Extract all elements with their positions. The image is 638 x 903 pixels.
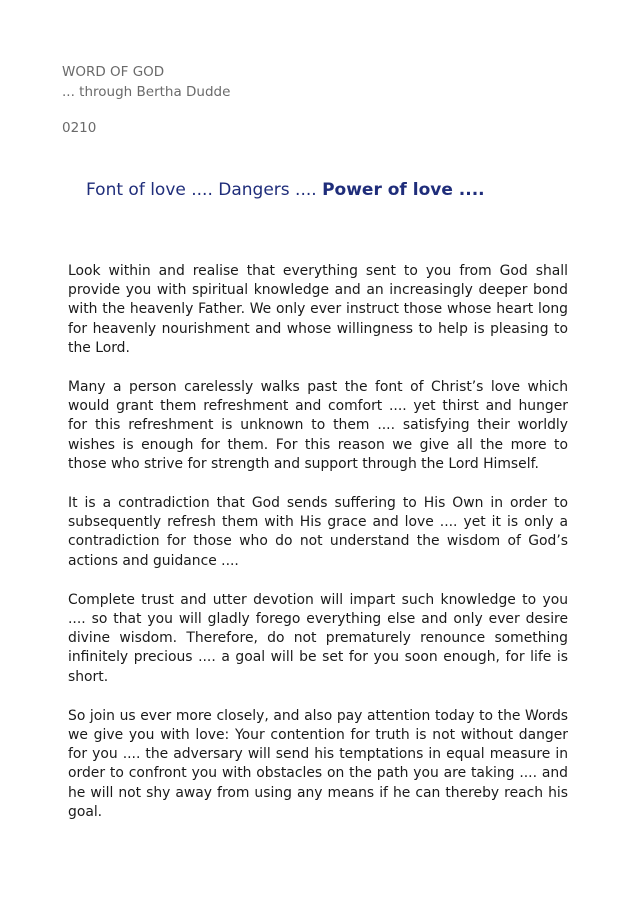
page-title [86,178,606,202]
paragraph-2: Many a person carelessly walks past the font of Christ’s love which would grant them refreshment and comfort .... yet thirst and hunger for this refreshment is unknown to them .... satisfying their worldly wishes is enough for them. For this reason we give all the more to those who strive for strength and support through the Lord Himself. [68,379,568,472]
paragraph-5: So join us ever more closely, and also pay attention today to the Words we give you with love: Your contention for truth is not without danger for you .... the adversary will send his temptations in equal measure in order to confront you with obstacles on the path you are taking .... and he will not shy away from using any means if he can thereby reach his goal. [68,707,568,820]
document-body [68,262,568,842]
paragraph-4: Complete trust and utter devotion will impart such knowledge to you .... so that you will gladly forego everything else and only ever desire divine wisdom. Therefore, do not prematurely renounce something infinitely precious .... a goal will be set for you soon enough, for life is short. [68,591,568,685]
paragraph-1: Look within and realise that everything sent to you from God shall provide you with spiritual knowledge and an increasingly deeper bond with the heavenly Father. We only ever instruct those whose heart long for heavenly nourishment and whose willingness to help is pleasing to the Lord. [68,263,568,356]
header-author-line: ... through Bertha Dudde [62,84,231,100]
title-regular-part: Font of love .... Dangers .... [86,180,323,200]
header-series-title: WORD OF GOD [62,64,165,80]
document-header [62,62,230,102]
paragraph-3: It is a contradiction that God sends suffering to His Own in order to subsequently refresh them with His grace and love .... yet it is only a contradiction for those who do not understand the wisdom of God’s actions and guidance .... [68,495,568,569]
title-bold-part: Power of love .... [322,180,485,200]
document-number: 0210 [62,120,97,136]
